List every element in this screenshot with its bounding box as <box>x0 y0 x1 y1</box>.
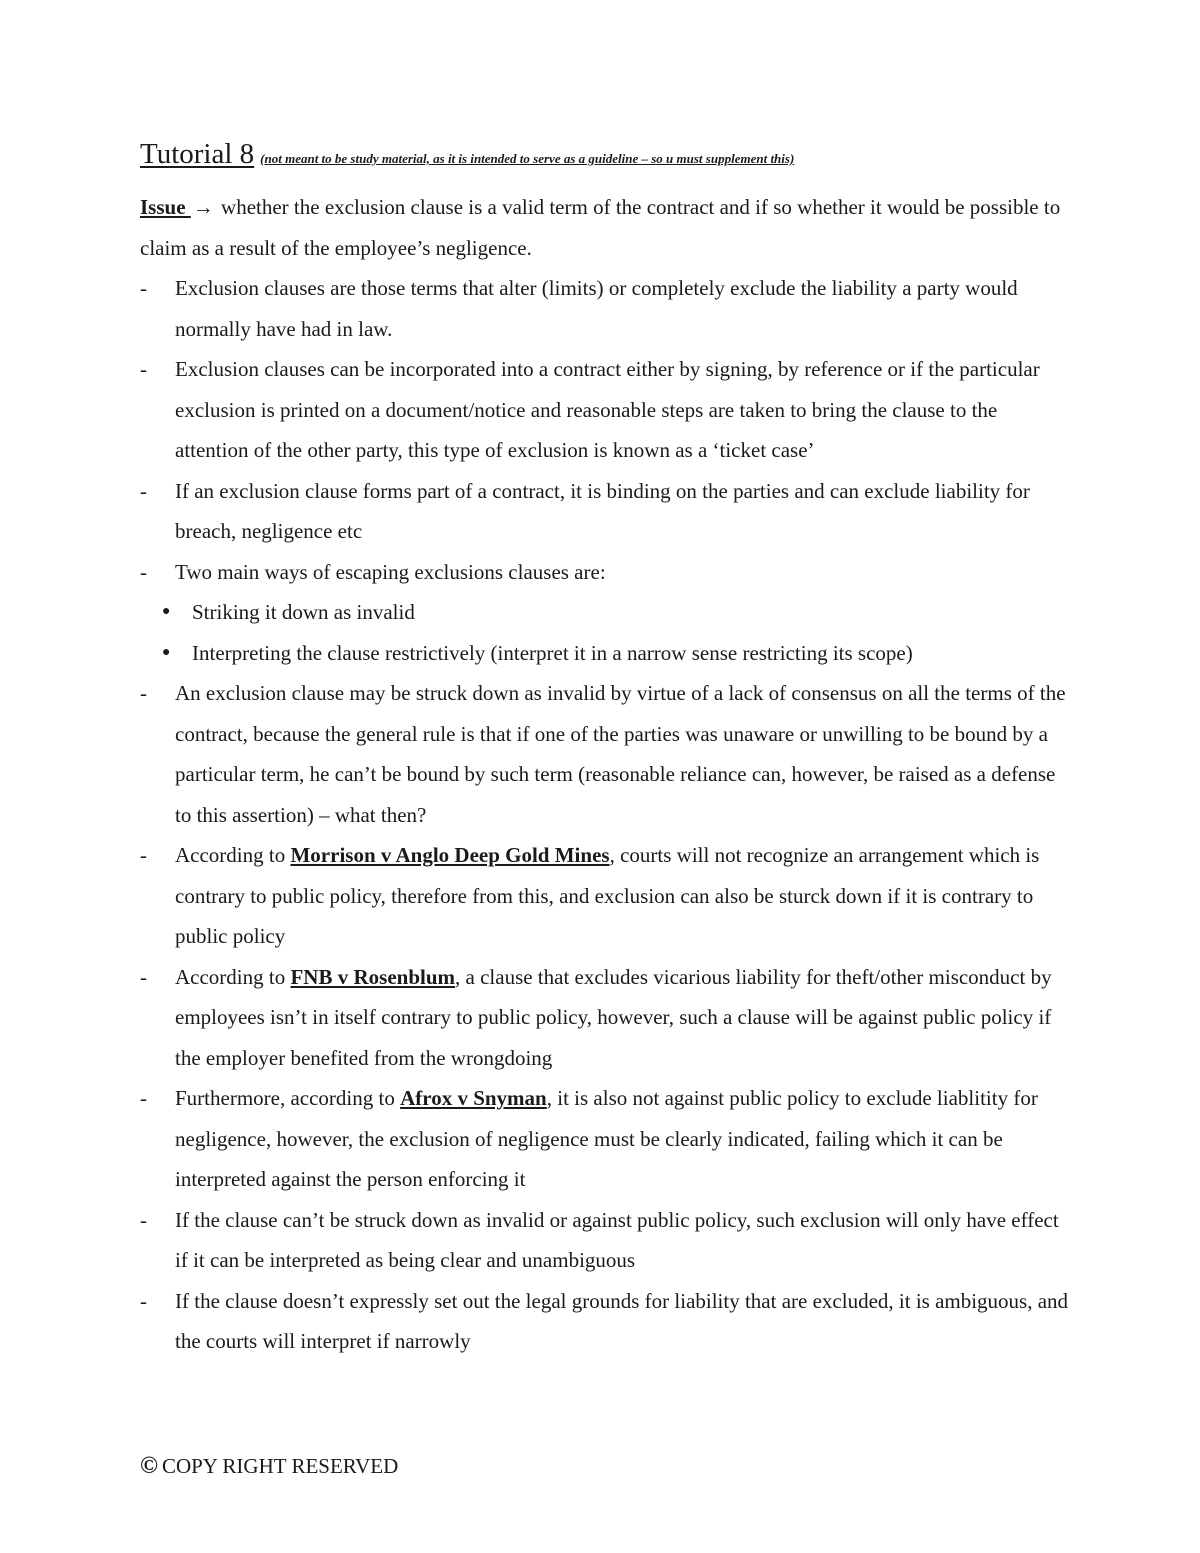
list-item <box>140 1200 1070 1281</box>
list-item <box>140 957 1070 1079</box>
dash-bullet: - <box>140 843 147 867</box>
case-text: , courts will not recognize an arrangement which is contrary to public policy, therefore from this, and exclusion can also be sturck down if it is contrary to public policy <box>175 843 1040 948</box>
case-name-morrison: Morrison v Anglo Deep Gold Mines <box>290 843 610 867</box>
list-item <box>140 552 1070 593</box>
dash-bullet: - <box>140 478 147 503</box>
dash-bullet: - <box>140 276 147 300</box>
list-item <box>140 1281 1070 1362</box>
list-item <box>140 349 1070 471</box>
point-list <box>140 268 1070 592</box>
title-note: (not meant to be study material, as it is intended to serve as a guideline – so u must supplement this) <box>260 151 795 166</box>
list-item <box>140 835 1070 957</box>
point-text: An exclusion clause may be struck down as invalid by virtue of a lack of consensus on all the terms of the contract, because the general rule is that if one of the parties was unaware or unwilling to be bound by a particular term, he can’t be bound by such term (reasonable reliance can, however, be raised as a defense to this assertion) – what then? <box>175 681 1066 827</box>
dash-bullet: - <box>140 1288 147 1313</box>
sub-point-text: Interpreting the clause restrictively (interpret it in a narrow sense restricting its scope) <box>192 640 913 665</box>
list-item <box>140 471 1070 552</box>
sub-point-list <box>140 592 1070 673</box>
point-text: Two main ways of escaping exclusions clauses are: <box>175 559 606 584</box>
dash-bullet: - <box>140 559 147 584</box>
point-text: Exclusion clauses can be incorporated into a contract either by signing, by reference or if the particular exclusion is printed on a document/notice and reasonable steps are taken to bring the clause to the attention of the other party, this type of exclusion is known as a ‘ticket case’ <box>175 357 1040 462</box>
list-item <box>140 268 1070 349</box>
case-name-afrox: Afrox v Snyman <box>400 1086 547 1110</box>
title-line <box>140 138 794 171</box>
case-text: , it is also not against public policy to exclude liablitity for negligence, however, the exclusion of negligence must be clearly indicated, failing which it can be interpreted against the person enforcing it <box>175 1086 1038 1191</box>
list-item <box>140 673 1070 835</box>
copyright-footer <box>140 1453 398 1480</box>
point-text: If an exclusion clause forms part of a contract, it is binding on the parties and can exclude liability for breach, negligence etc <box>175 478 1030 543</box>
case-intro: According to <box>175 964 291 989</box>
dash-bullet: - <box>140 1086 147 1110</box>
point-text: If the clause can’t be struck down as invalid or against public policy, such exclusion will only have effect if it can be interpreted as being clear and unambiguous <box>175 1207 1059 1272</box>
issue-label: Issue <box>140 195 191 219</box>
issue-paragraph <box>140 187 1070 268</box>
bullet-icon: ● <box>162 644 171 660</box>
case-name-fnb: FNB v Rosenblum <box>290 964 456 989</box>
point-text: Exclusion clauses are those terms that alter (limits) or completely exclude the liability a party would normally have had in law. <box>175 276 1018 341</box>
sub-list-item <box>140 633 1070 674</box>
copyright-text: COPY RIGHT RESERVED <box>161 1454 399 1478</box>
copyright-icon: © <box>140 1453 158 1479</box>
arrow-icon: → <box>192 195 214 219</box>
case-text: , a clause that excludes vicarious liability for theft/other misconduct by employees isn’t in itself contrary to public policy, however, such a clause will be against public policy if the employer benefited from the wrongdoing <box>175 964 1052 1070</box>
issue-text: whether the exclusion clause is a valid term of the contract and if so whether it would be possible to claim as a result of the employee’s negligence. <box>140 195 1061 260</box>
sub-list-item <box>140 592 1070 633</box>
case-intro: According to <box>175 843 291 867</box>
sub-point-text: Striking it down as invalid <box>192 600 415 624</box>
dash-bullet: - <box>140 357 147 381</box>
bullet-icon: ● <box>162 604 171 619</box>
case-intro: Furthermore, according to <box>175 1086 401 1110</box>
point-text: If the clause doesn’t expressly set out the legal grounds for liability that are excluded, it is ambiguous, and the courts will interpret if narrowly <box>175 1288 1069 1353</box>
dash-bullet: - <box>140 1207 147 1232</box>
page-title: Tutorial 8 <box>140 138 255 170</box>
point-list-continued <box>140 673 1070 1362</box>
list-item <box>140 1078 1070 1200</box>
dash-bullet: - <box>140 681 147 705</box>
dash-bullet: - <box>140 964 147 989</box>
document-body <box>140 187 1070 1362</box>
